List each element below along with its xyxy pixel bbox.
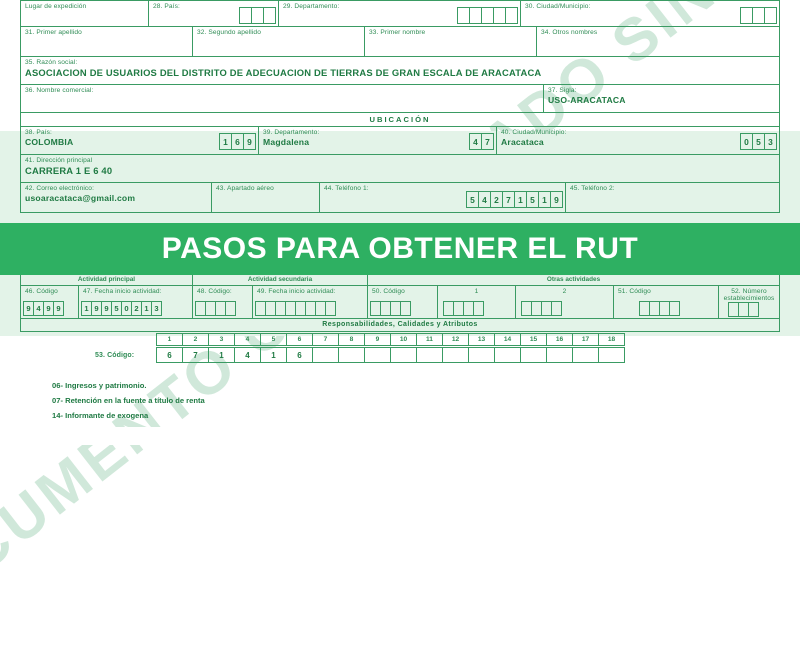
resp-col-num: 15 — [520, 333, 547, 346]
char-box[interactable]: 1 — [538, 191, 551, 208]
char-box[interactable]: 7 — [481, 133, 494, 150]
header-actividad-principal: Actividad principal — [21, 274, 193, 285]
pais-value: COLOMBIA — [25, 137, 74, 147]
char-box[interactable]: 0 — [121, 301, 132, 316]
field-primer-nombre[interactable]: 33. Primer nombre — [365, 27, 537, 56]
resp-code-cell[interactable] — [312, 347, 339, 363]
char-box[interactable]: 3 — [764, 133, 777, 150]
list-item: 14- Informante de exogena — [52, 411, 149, 420]
resp-code-cell[interactable] — [468, 347, 495, 363]
resp-col-num: 16 — [546, 333, 573, 346]
resp-col-num: 12 — [442, 333, 469, 346]
resp-value-row — [157, 347, 625, 363]
resp-code-cell[interactable]: 1 — [260, 347, 287, 363]
resp-code-cell[interactable] — [338, 347, 365, 363]
sigla-value: USO-ARACATACA — [548, 95, 626, 105]
char-box[interactable] — [748, 302, 759, 317]
direccion-value: CARRERA 1 E 6 40 — [25, 165, 113, 176]
char-box[interactable]: 5 — [526, 191, 539, 208]
responsabilidades-grid — [20, 333, 780, 379]
table-row — [20, 27, 780, 57]
char-box[interactable]: 9 — [43, 301, 54, 316]
char-box[interactable]: 9 — [550, 191, 563, 208]
resp-col-num: 14 — [494, 333, 521, 346]
resp-code-cell[interactable]: 1 — [208, 347, 235, 363]
resp-codigo-label: 53. Código: — [95, 352, 135, 359]
char-box[interactable] — [551, 301, 562, 316]
resp-col-num: 11 — [416, 333, 443, 346]
field-direccion-principal[interactable]: 41. Dirección principal CARRERA 1 E 6 40 — [21, 155, 779, 182]
correo-value: usoaracataca@gmail.com — [25, 193, 136, 203]
resp-code-cell[interactable] — [390, 347, 417, 363]
resp-code-cell[interactable] — [572, 347, 599, 363]
resp-col-num: 18 — [598, 333, 625, 346]
field-ciudad-municipio[interactable]: 40. Ciudad/Municipio: Aracataca 0 5 3 — [497, 127, 779, 154]
char-box[interactable]: 9 — [101, 301, 112, 316]
resp-code-cell[interactable]: 4 — [234, 347, 261, 363]
char-box[interactable]: 2 — [490, 191, 503, 208]
field-pais-expedicion[interactable]: 28. País: — [149, 1, 279, 26]
header-actividad-secundaria: Actividad secundaria — [193, 274, 368, 285]
field-telefono-1[interactable]: 44. Teléfono 1: 5 4 2 7 1 5 1 9 — [320, 183, 566, 212]
char-box[interactable]: 2 — [131, 301, 142, 316]
char-box[interactable] — [400, 301, 411, 316]
field-codigo-51[interactable]: 51. Código — [614, 286, 719, 318]
resp-code-cell[interactable] — [598, 347, 625, 363]
field-razon-social[interactable]: 35. Razón social: ASOCIACION DE USUARIOS DEL DISTRITO DE ADECUACION DE TIERRAS DE GRAN ESCALA DE ARACATACA — [21, 57, 779, 84]
char-box[interactable]: 0 — [740, 133, 753, 150]
char-box[interactable]: 4 — [478, 191, 491, 208]
field-numero-establecimientos[interactable]: 52. Número establecimientos — [719, 286, 779, 318]
resp-col-num: 7 — [312, 333, 339, 346]
char-box[interactable]: 9 — [23, 301, 34, 316]
char-box[interactable]: 1 — [141, 301, 152, 316]
char-box[interactable]: 1 — [81, 301, 92, 316]
field-ciudad-expedicion[interactable]: 30. Ciudad/Municipio: — [521, 1, 779, 26]
resp-col-num: 1 — [156, 333, 183, 346]
char-box[interactable] — [764, 7, 777, 24]
char-box[interactable]: 5 — [752, 133, 765, 150]
field-lugar-expedicion[interactable]: Lugar de expedición — [21, 1, 149, 26]
table-row — [20, 0, 780, 27]
field-otras-codigo[interactable]: 50. Código — [368, 286, 438, 318]
resp-code-cell[interactable]: 6 — [156, 347, 183, 363]
field-segundo-apellido[interactable]: 32. Segundo apellido — [193, 27, 365, 56]
char-box[interactable]: 4 — [33, 301, 44, 316]
char-box[interactable] — [325, 301, 336, 316]
resp-code-cell[interactable] — [546, 347, 573, 363]
field-departamento[interactable]: 39. Departamento: Magdalena 4 7 — [259, 127, 497, 154]
resp-code-cell[interactable] — [364, 347, 391, 363]
resp-col-num: 9 — [364, 333, 391, 346]
char-box[interactable]: 7 — [502, 191, 515, 208]
table-row — [20, 286, 780, 319]
section-title-responsabilidades: Responsabilidades, Calidades y Atributos — [20, 319, 780, 332]
resp-code-cell[interactable] — [416, 347, 443, 363]
field-pais[interactable]: 38. País: COLOMBIA 1 6 9 — [21, 127, 259, 154]
resp-code-cell[interactable]: 6 — [286, 347, 313, 363]
ciudad-value: Aracataca — [501, 137, 544, 147]
resp-col-num: 5 — [260, 333, 287, 346]
field-sigla[interactable]: 37. Sigla: USO-ARACATACA — [544, 85, 779, 112]
char-box[interactable]: 4 — [469, 133, 482, 150]
field-actividad-principal-codigo[interactable]: 46. Código 9 4 9 9 — [21, 286, 79, 318]
table-row — [20, 85, 780, 113]
field-apartado-aereo[interactable]: 43. Apartado aéreo — [212, 183, 320, 212]
char-box[interactable] — [473, 301, 484, 316]
char-box[interactable]: 1 — [514, 191, 527, 208]
table-row — [20, 127, 780, 155]
resp-code-cell[interactable]: 7 — [182, 347, 209, 363]
field-actividad-secundaria-fecha[interactable]: 49. Fecha inicio actividad: — [253, 286, 368, 318]
table-row — [20, 183, 780, 213]
field-otras-2[interactable]: 2 — [516, 286, 614, 318]
field-correo-electronico[interactable]: 42. Correo electrónico: usoaracataca@gmail.com — [21, 183, 212, 212]
field-departamento-expedicion[interactable]: 29. Departamento: — [279, 1, 521, 26]
field-nombre-comercial[interactable]: 36. Nombre comercial: — [21, 85, 544, 112]
char-box[interactable] — [225, 301, 236, 316]
resp-col-num: 8 — [338, 333, 365, 346]
resp-code-cell[interactable] — [494, 347, 521, 363]
char-box[interactable]: 3 — [151, 301, 162, 316]
overlay-title-bar — [0, 223, 800, 275]
field-actividad-secundaria-codigo[interactable]: 48. Código: — [193, 286, 253, 318]
list-item: 07- Retención en la fuente a título de renta — [52, 396, 205, 405]
razon-social-value: ASOCIACION DE USUARIOS DEL DISTRITO DE ADECUACION DE TIERRAS DE GRAN ESCALA DE ARACATACA — [25, 67, 542, 78]
resp-col-num: 13 — [468, 333, 495, 346]
char-box[interactable] — [505, 7, 518, 24]
table-row — [20, 155, 780, 183]
list-item: 06- Ingresos y patrimonio. — [52, 381, 147, 390]
char-box[interactable]: 9 — [243, 133, 256, 150]
char-box[interactable]: 5 — [466, 191, 479, 208]
section-title-ubicacion: UBICACIÓN — [20, 113, 780, 127]
char-box[interactable]: 9 — [53, 301, 64, 316]
char-box[interactable]: 9 — [91, 301, 102, 316]
table-row — [20, 57, 780, 85]
resp-col-num: 6 — [286, 333, 313, 346]
resp-col-num: 3 — [208, 333, 235, 346]
field-primer-apellido[interactable]: 31. Primer apellido — [21, 27, 193, 56]
bottom-whitespace — [0, 427, 800, 445]
resp-number-header — [157, 333, 780, 346]
field-otras-1[interactable]: 1 — [438, 286, 516, 318]
resp-col-num: 17 — [572, 333, 599, 346]
resp-col-num: 2 — [182, 333, 209, 346]
char-box[interactable] — [263, 7, 276, 24]
departamento-value: Magdalena — [263, 137, 310, 147]
char-box[interactable]: 6 — [231, 133, 244, 150]
field-telefono-2[interactable]: 45. Teléfono 2: — [570, 185, 615, 192]
resp-code-cell[interactable] — [442, 347, 469, 363]
char-box[interactable]: 1 — [219, 133, 232, 150]
header-otras-actividades: Otras actividades — [546, 276, 601, 283]
field-otros-nombres[interactable]: 34. Otros nombres — [541, 29, 598, 36]
page-title: PASOS PARA OBTENER EL RUT — [161, 232, 639, 265]
resp-code-cell[interactable] — [520, 347, 547, 363]
char-box[interactable] — [669, 301, 680, 316]
field-actividad-principal-fecha[interactable]: 47. Fecha inicio actividad: 1 9 9 5 0 2 1 3 — [79, 286, 193, 318]
char-box[interactable]: 5 — [111, 301, 122, 316]
resp-col-num: 10 — [390, 333, 417, 346]
resp-col-num: 4 — [234, 333, 261, 346]
